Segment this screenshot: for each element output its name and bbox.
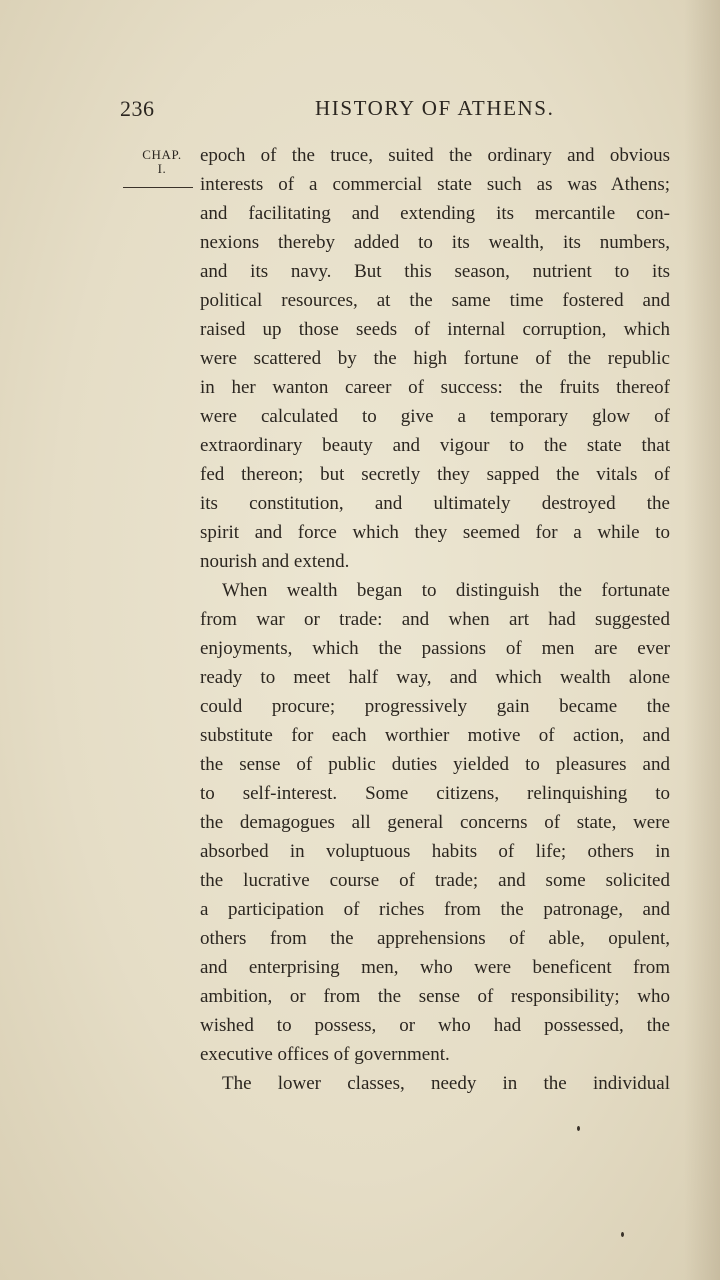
ink-speck (577, 1126, 580, 1131)
text-line: a participation of riches from the patronage, and (200, 899, 670, 920)
text-line: the demagogues all general concerns of state, were (200, 812, 670, 833)
text-line: epoch of the truce, suited the ordinary and obvious (200, 145, 670, 166)
chapter-number: I. (157, 161, 167, 176)
text-line: wished to possess, or who had possessed, the (200, 1015, 670, 1036)
text-line: ready to meet half way, and which wealth alone (200, 667, 670, 688)
page-number: 236 (120, 96, 155, 121)
chapter-label: CHAP. (142, 147, 182, 162)
text-line: and facilitating and extending its mercantile con- (200, 203, 670, 224)
running-head: HISTORY OF ATHENS. (315, 96, 555, 120)
text-line: political resources, at the same time fostered and (200, 290, 670, 311)
text-line: ambition, or from the sense of responsibility; who (200, 986, 670, 1007)
text-line: the lucrative course of trade; and some solicited (200, 870, 670, 891)
text-line: could procure; progressively gain became the (200, 696, 670, 717)
ink-speck (621, 1232, 624, 1237)
text-line: from war or trade: and when art had suggested (200, 609, 670, 630)
text-line: interests of a commercial state such as was Athens; (200, 174, 670, 195)
text-line: nexions thereby added to its wealth, its numbers, (200, 232, 670, 253)
text-line: enjoyments, which the passions of men are ever (200, 638, 670, 659)
text-line: were calculated to give a temporary glow of (200, 406, 670, 427)
text-line: its constitution, and ultimately destroyed the (200, 493, 670, 514)
page-header (120, 96, 600, 126)
body-text (200, 141, 670, 1098)
text-line: to self-interest. Some citizens, relinquishing to (200, 783, 670, 804)
text-line: absorbed in voluptuous habits of life; others in (200, 841, 670, 862)
text-line: nourish and extend. (200, 551, 350, 572)
text-line: others from the apprehensions of able, opulent, (200, 928, 670, 949)
margin-chapter-note (132, 148, 192, 176)
text-line: and enterprising men, who were beneficent from (200, 957, 670, 978)
text-line: executive offices of government. (200, 1044, 450, 1065)
text-line-paragraph-start: When wealth began to distinguish the fortunate (222, 580, 670, 601)
text-line: were scattered by the high fortune of the republic (200, 348, 670, 369)
text-line: fed thereon; but secretly they sapped the vitals of (200, 464, 670, 485)
text-line: spirit and force which they seemed for a while to (200, 522, 670, 543)
text-line: extraordinary beauty and vigour to the state that (200, 435, 670, 456)
text-line: in her wanton career of success: the fruits thereof (200, 377, 670, 398)
text-line-paragraph-start: The lower classes, needy in the individual (222, 1073, 670, 1094)
text-line: raised up those seeds of internal corruption, which (200, 319, 670, 340)
text-line: the sense of public duties yielded to pleasures and (200, 754, 670, 775)
page-edge-shadow (684, 0, 720, 1280)
margin-rule (123, 187, 193, 188)
text-line: substitute for each worthier motive of action, and (200, 725, 670, 746)
text-line: and its navy. But this season, nutrient to its (200, 261, 670, 282)
